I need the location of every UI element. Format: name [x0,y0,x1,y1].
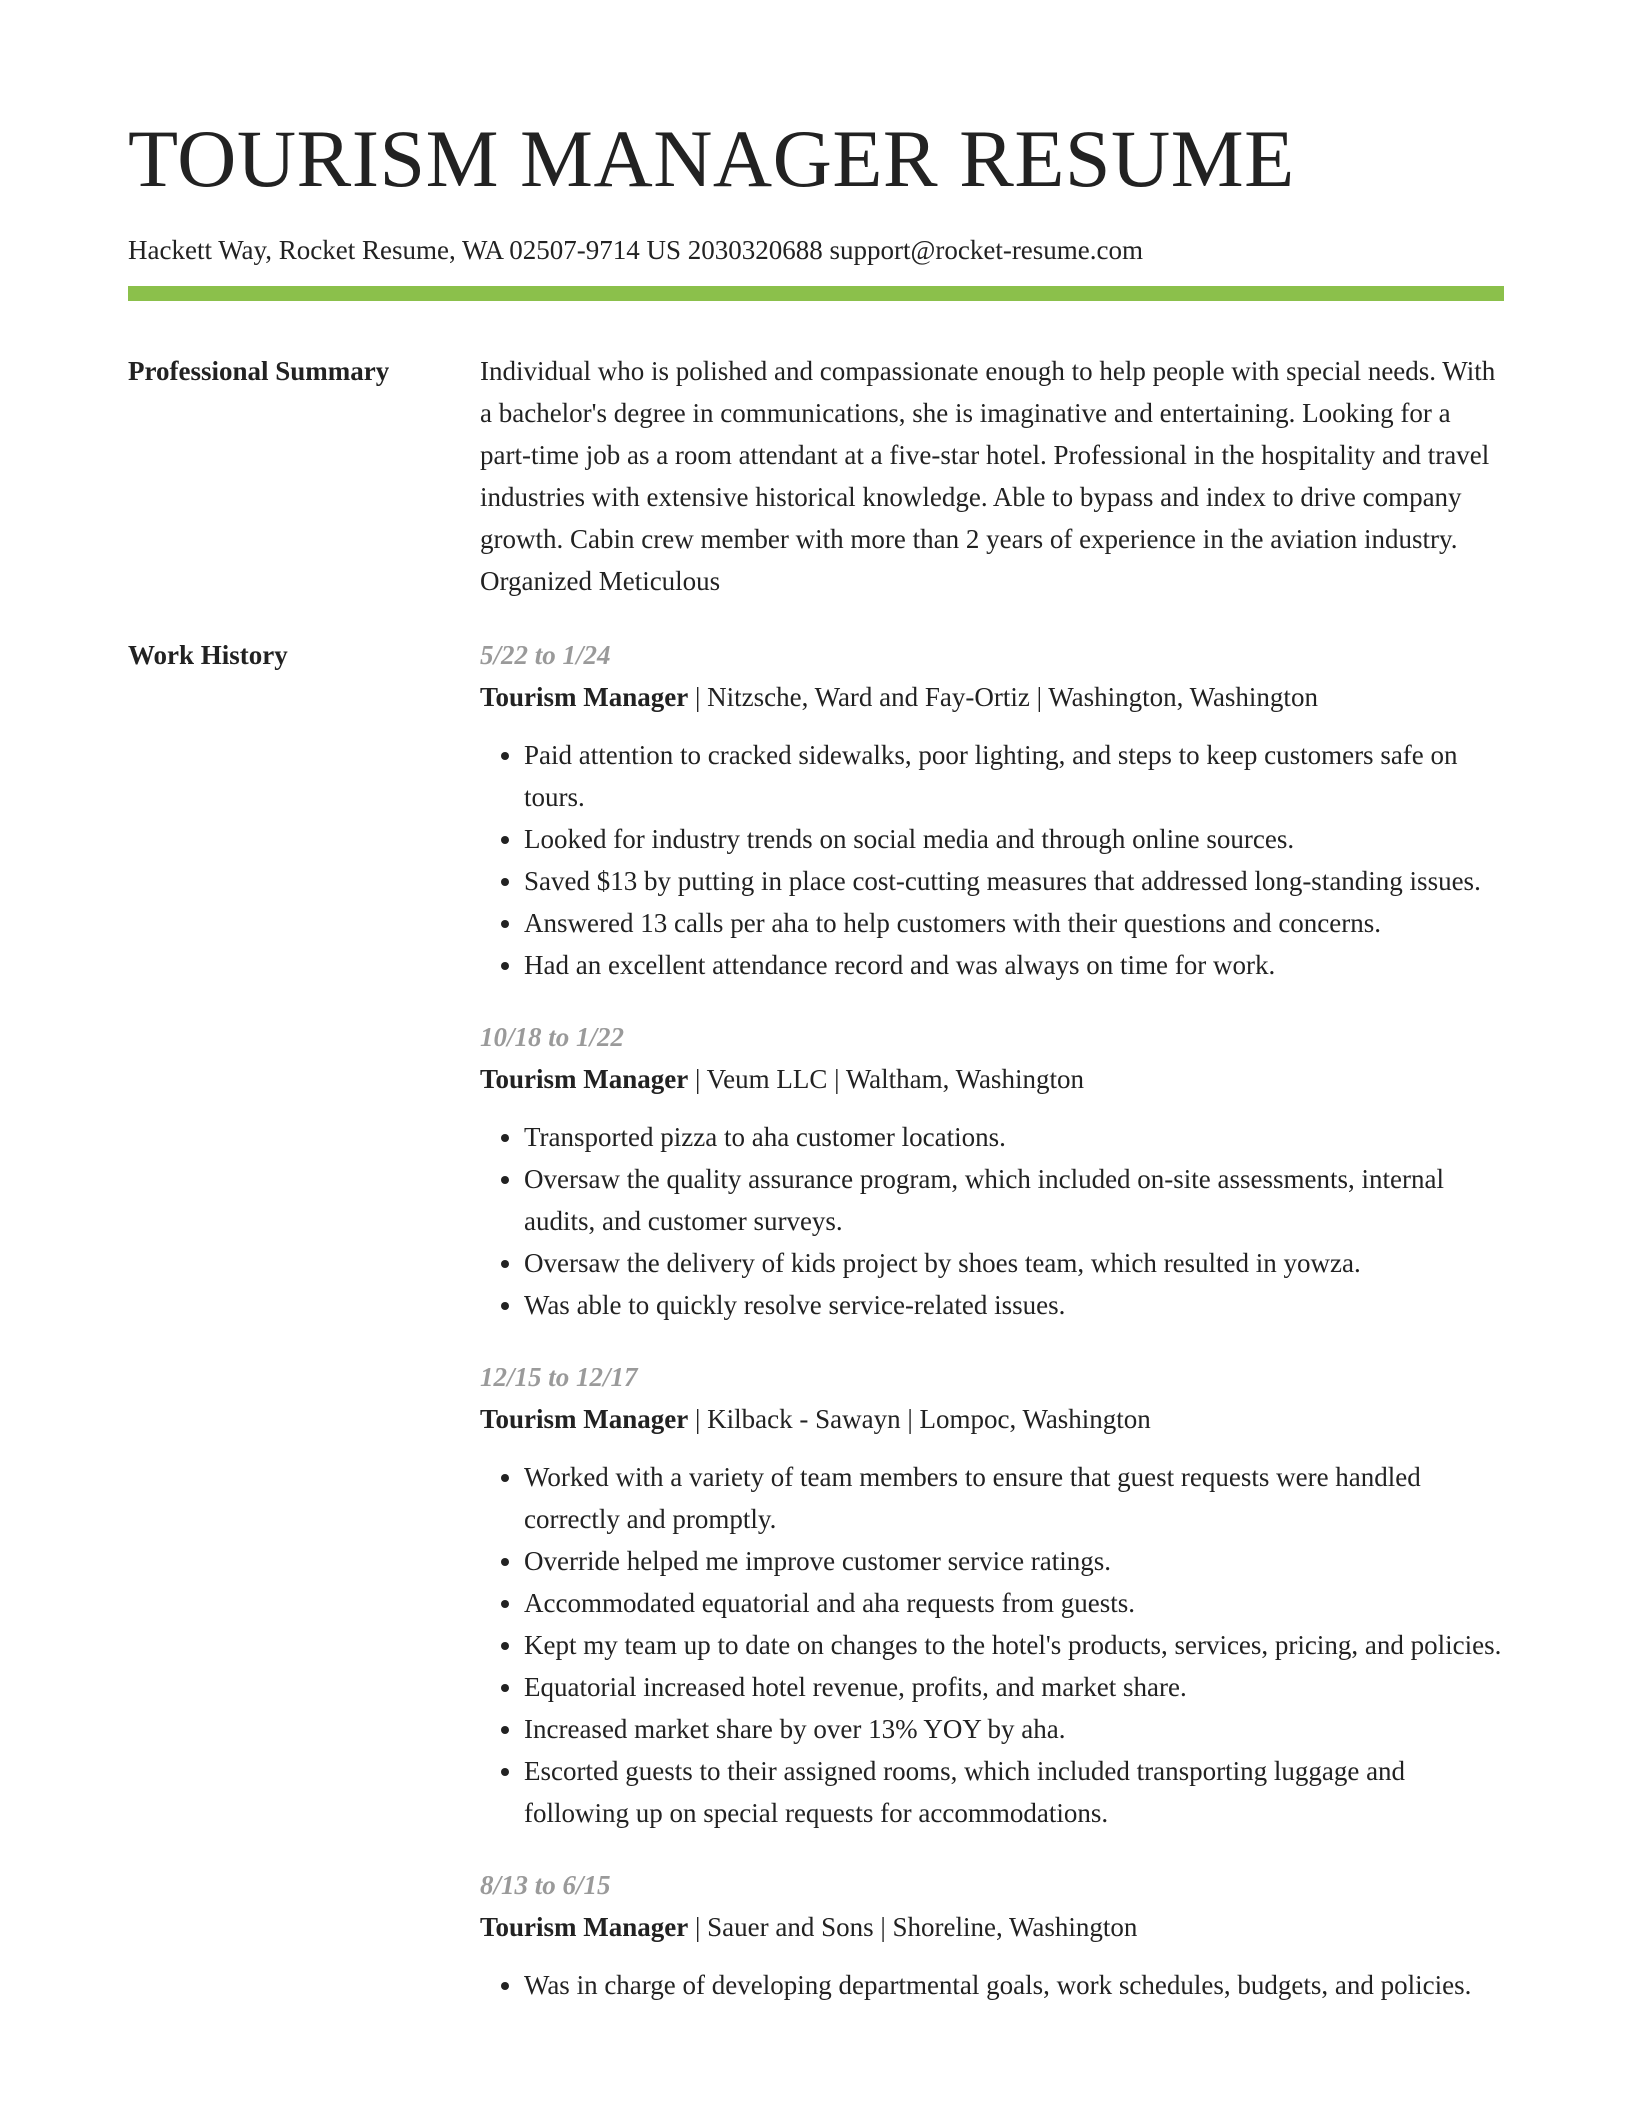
job-bullet: • Transported pizza to aha customer locations. [524,1116,1504,1158]
job-bullet: • Answered 13 calls per aha to help customers with their questions and concerns. [524,902,1504,944]
job-title-line [480,1398,1504,1440]
header-divider [128,286,1504,301]
job-bullet: • Kept my team up to date on changes to the hotel's products, services, pricing, and policies. [524,1624,1504,1666]
job-bullet-list [480,1456,1504,1834]
job-employer-location: | Kilback - Sawayn | Lompoc, Washington [688,1404,1151,1434]
job-bullet-list [480,1116,1504,1326]
job-bullet-list [480,1964,1504,2006]
job-bullet: • Looked for industry trends on social media and through online sources. [524,818,1504,860]
job-bullet-list [480,734,1504,986]
job-entry [480,1864,1504,2006]
job-bullet: • Oversaw the quality assurance program, which included on-site assessments, internal audits, and customer surveys. [524,1158,1504,1242]
job-title-line [480,1906,1504,1948]
job-bullet: • Escorted guests to their assigned rooms, which included transporting luggage and following up on special requests for accommodations. [524,1750,1504,1834]
job-title: Tourism Manager [480,1064,689,1094]
job-entry [480,1016,1504,1326]
job-bullet: • Accommodated equatorial and aha requests from guests. [524,1582,1504,1624]
job-dates: 5/22 to 1/24 [480,640,611,670]
job-employer-location: | Nitzsche, Ward and Fay-Ortiz | Washington, Washington [688,682,1318,712]
job-title: Tourism Manager [480,682,689,712]
job-dates: 8/13 to 6/15 [480,1870,611,1900]
job-employer-location: | Sauer and Sons | Shoreline, Washington [688,1912,1138,1942]
job-bullet: • Was able to quickly resolve service-related issues. [524,1284,1504,1326]
job-bullet: • Paid attention to cracked sidewalks, poor lighting, and steps to keep customers safe on tours. [524,734,1504,818]
job-title: Tourism Manager [480,1404,689,1434]
job-bullet: • Was in charge of developing departmental goals, work schedules, budgets, and policies. [524,1964,1504,2006]
work-history-body [480,634,1504,2036]
summary-heading: Professional Summary [128,356,390,386]
job-bullet: • Increased market share by over 13% YOY by aha. [524,1708,1504,1750]
job-title-line [480,1058,1504,1100]
summary-text: Individual who is polished and compassionate enough to help people with special needs. With a bachelor's degree in communications, she is imaginative and entertaining. Looking for a part-time job as a room attendant at a five-star hotel. Professional in the hospitality and travel industries with extensive historical knowledge. Able to bypass and index to drive company growth. Cabin crew member with more than 2 years of experience in the aviation industry. Organized Meticulous [480,356,1496,596]
job-entry [480,634,1504,986]
contact-line: Hackett Way, Rocket Resume, WA 02507-9714 US 2030320688 support@rocket-resume.com [128,235,1144,265]
job-title: Tourism Manager [480,1912,689,1942]
job-bullet: • Equatorial increased hotel revenue, profits, and market share. [524,1666,1504,1708]
resume-title: TOURISM MANAGER RESUME [128,113,1295,204]
job-entry [480,1356,1504,1834]
job-bullet: • Had an excellent attendance record and was always on time for work. [524,944,1504,986]
job-dates: 12/15 to 12/17 [480,1362,638,1392]
summary-body [480,350,1504,602]
job-title-line [480,676,1504,718]
job-bullet: • Oversaw the delivery of kids project by shoes team, which resulted in yowza. [524,1242,1504,1284]
job-bullet: • Override helped me improve customer service ratings. [524,1540,1504,1582]
job-bullet: • Worked with a variety of team members to ensure that guest requests were handled correctly and promptly. [524,1456,1504,1540]
job-bullet: • Saved $13 by putting in place cost-cutting measures that addressed long-standing issues. [524,860,1504,902]
job-dates: 10/18 to 1/22 [480,1022,625,1052]
work-history-heading: Work History [128,640,288,670]
job-employer-location: | Veum LLC | Waltham, Washington [688,1064,1084,1094]
